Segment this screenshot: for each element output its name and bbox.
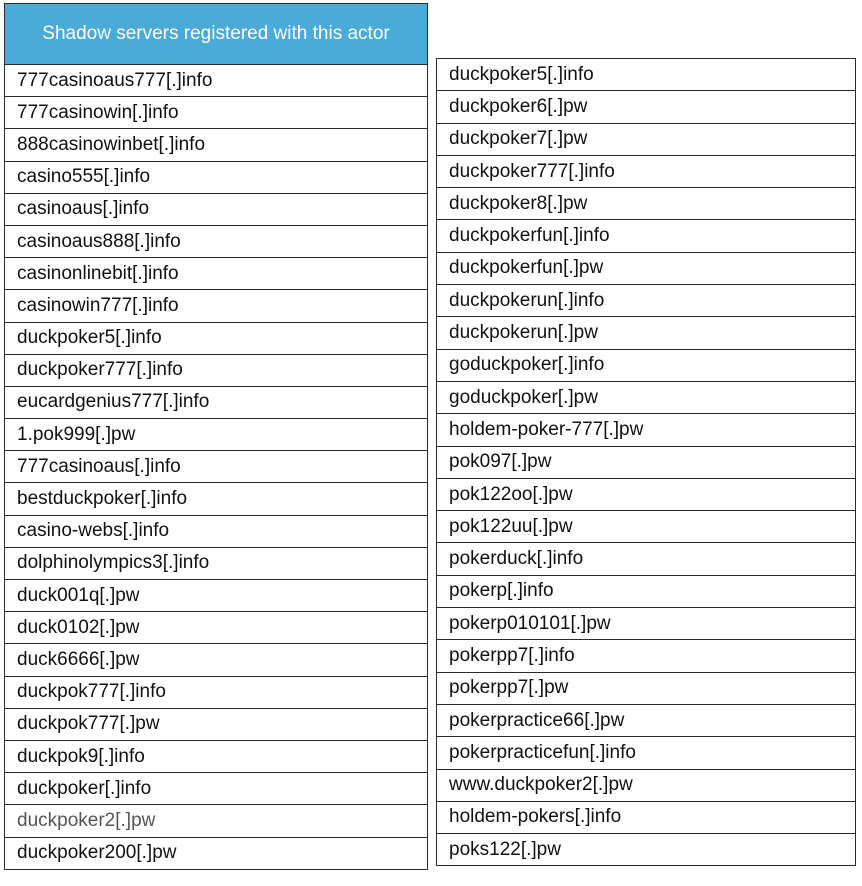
table-row — [437, 155, 856, 187]
domain-cell: duckpokerfun[.]pw — [437, 252, 856, 284]
domain-cell: dolphinolympics3[.]info — [5, 547, 428, 579]
domain-cell: goduckpoker[.]info — [437, 349, 856, 381]
table-row — [5, 386, 428, 418]
domain-cell: pokerpracticefun[.]info — [437, 737, 856, 769]
domain-cell: casino555[.]info — [5, 161, 428, 193]
domain-cell: duckpoker[.]info — [5, 773, 428, 805]
table-row — [5, 805, 428, 837]
domain-cell: duckpoker777[.]info — [437, 155, 856, 187]
domain-cell: duckpok777[.]info — [5, 676, 428, 708]
table-row — [437, 414, 856, 446]
domain-cell: duckpok777[.]pw — [5, 708, 428, 740]
domain-cell: duckpoker777[.]info — [5, 354, 428, 386]
table-row — [437, 608, 856, 640]
domain-cell: casino-webs[.]info — [5, 515, 428, 547]
domain-cell: pokerpp7[.]info — [437, 640, 856, 672]
shadow-servers-table-right — [436, 58, 856, 866]
table-row — [437, 349, 856, 381]
table-row — [5, 580, 428, 612]
table-row — [5, 290, 428, 322]
domain-cell: duckpoker200[.]pw — [5, 837, 428, 869]
table-row — [437, 543, 856, 575]
domain-cell: www.duckpoker2[.]pw — [437, 769, 856, 801]
table-row — [437, 704, 856, 736]
domain-cell: duckpoker6[.]pw — [437, 91, 856, 123]
table-row — [5, 354, 428, 386]
domain-cell: pokerduck[.]info — [437, 543, 856, 575]
domain-cell: duckpoker5[.]info — [5, 322, 428, 354]
table-row — [437, 575, 856, 607]
table-row — [5, 97, 428, 129]
table-row — [437, 285, 856, 317]
table-row — [5, 515, 428, 547]
table-header-row — [5, 4, 428, 65]
domain-cell: duckpoker2[.]pw — [5, 805, 428, 837]
table-row — [5, 258, 428, 290]
table-row — [5, 773, 428, 805]
table-row — [437, 123, 856, 155]
table-row — [437, 317, 856, 349]
table-row — [5, 676, 428, 708]
shadow-servers-table-left — [4, 3, 428, 870]
table-row — [437, 640, 856, 672]
table-row — [5, 547, 428, 579]
table-row — [437, 59, 856, 91]
domain-cell: duckpokerun[.]info — [437, 285, 856, 317]
domain-cell: pok122oo[.]pw — [437, 478, 856, 510]
domain-cell: duck6666[.]pw — [5, 644, 428, 676]
domain-cell: 777casinoaus[.]info — [5, 451, 428, 483]
domain-cell: pok122uu[.]pw — [437, 511, 856, 543]
domain-cell: pokerp010101[.]pw — [437, 608, 856, 640]
table-row — [5, 451, 428, 483]
table-row — [5, 129, 428, 161]
table-row — [5, 225, 428, 257]
domain-cell: poks122[.]pw — [437, 834, 856, 866]
table-row — [5, 419, 428, 451]
table-row — [5, 837, 428, 869]
table-row — [437, 737, 856, 769]
table-row — [437, 91, 856, 123]
domain-cell: bestduckpoker[.]info — [5, 483, 428, 515]
domain-cell: casinowin777[.]info — [5, 290, 428, 322]
domain-cell: casinoaus[.]info — [5, 193, 428, 225]
table-row — [5, 161, 428, 193]
domain-cell: pok097[.]pw — [437, 446, 856, 478]
table-row — [437, 188, 856, 220]
table-row — [5, 322, 428, 354]
table-row — [437, 511, 856, 543]
table-row — [5, 483, 428, 515]
table-row — [437, 801, 856, 833]
table-row — [5, 740, 428, 772]
domain-cell: casinoaus888[.]info — [5, 225, 428, 257]
domain-cell: duckpok9[.]info — [5, 740, 428, 772]
domain-cell: duckpokerun[.]pw — [437, 317, 856, 349]
domain-cell: pokerp[.]info — [437, 575, 856, 607]
domain-cell: goduckpoker[.]pw — [437, 381, 856, 413]
domain-cell: holdem-pokers[.]info — [437, 801, 856, 833]
table-row — [5, 644, 428, 676]
table-body-left — [5, 65, 428, 870]
domain-cell: holdem-poker-777[.]pw — [437, 414, 856, 446]
table-row — [5, 612, 428, 644]
domain-cell: duckpoker7[.]pw — [437, 123, 856, 155]
table-row — [437, 446, 856, 478]
domain-cell: duckpoker5[.]info — [437, 59, 856, 91]
table-body-right — [437, 59, 856, 866]
table-row — [437, 381, 856, 413]
table-row — [5, 708, 428, 740]
table-row — [437, 834, 856, 866]
domain-cell: casinonlinebit[.]info — [5, 258, 428, 290]
table-row — [437, 478, 856, 510]
domain-cell: duck0102[.]pw — [5, 612, 428, 644]
domain-cell: eucardgenius777[.]info — [5, 386, 428, 418]
table-row — [437, 672, 856, 704]
table-row — [437, 252, 856, 284]
table-header: Shadow servers registered with this actor — [5, 4, 428, 65]
domain-cell: 888casinowinbet[.]info — [5, 129, 428, 161]
domain-cell: pokerpractice66[.]pw — [437, 704, 856, 736]
table-row — [437, 220, 856, 252]
domain-cell: duck001q[.]pw — [5, 580, 428, 612]
table-row — [437, 769, 856, 801]
domain-cell: duckpoker8[.]pw — [437, 188, 856, 220]
domain-cell: pokerpp7[.]pw — [437, 672, 856, 704]
domain-cell: 777casinoaus777[.]info — [5, 65, 428, 97]
table-row — [5, 193, 428, 225]
domain-cell: 777casinowin[.]info — [5, 97, 428, 129]
domain-cell: 1.pok999[.]pw — [5, 419, 428, 451]
domain-cell: duckpokerfun[.]info — [437, 220, 856, 252]
table-row — [5, 65, 428, 97]
